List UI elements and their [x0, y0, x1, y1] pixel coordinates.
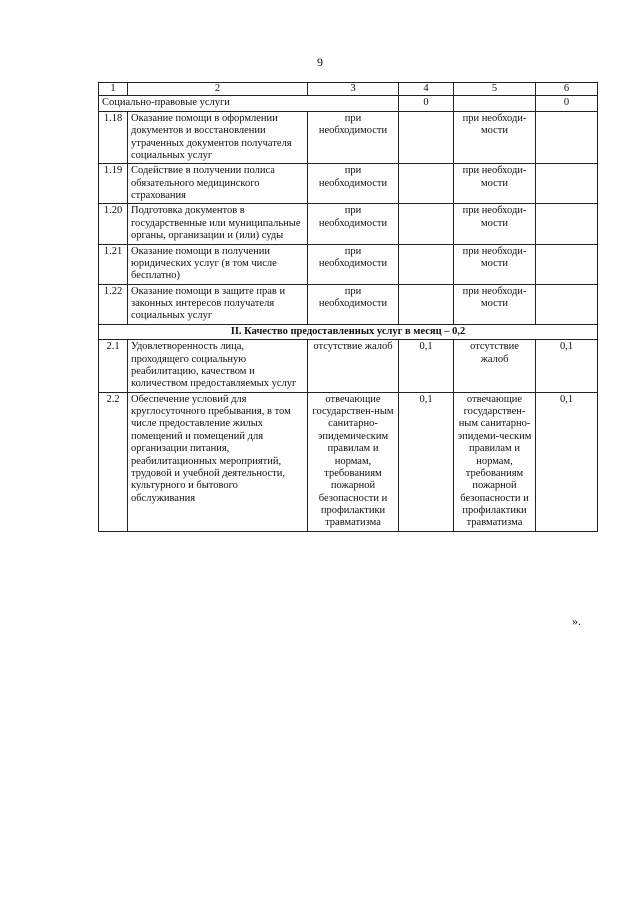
group-col6-value: 0	[536, 96, 598, 111]
row-col4	[399, 244, 454, 284]
row-col5: при необходи-мости	[454, 204, 536, 244]
row-col3: отсутствие жалоб	[308, 340, 399, 393]
row-number: 1.22	[99, 284, 128, 324]
row-service-name: Обеспечение условий для круглосуточного пребывания, в том числе предоставление жилых помещений и помещений для организации питания, реабилитационных мероприятий, трудовой и учебной деятельности, культурного и бытового обслуживания	[128, 392, 308, 531]
header-cell-2: 2	[128, 83, 308, 96]
row-number: 1.20	[99, 204, 128, 244]
row-col5: отвечающие государствен-ным санитарно-эпидеми-ческим правилам и нормам, требованиям пожарной безопасности и профилактики травматизма	[454, 392, 536, 531]
row-service-name: Оказание помощи в оформлении документов и восстановлении утраченных документов получателя социальных услуг	[128, 111, 308, 164]
row-col5: при необходи-мости	[454, 284, 536, 324]
row-number: 1.18	[99, 111, 128, 164]
table-row	[99, 111, 598, 164]
header-cell-5: 5	[454, 83, 536, 96]
row-col4	[399, 284, 454, 324]
row-col6: 0,1	[536, 340, 598, 393]
table-row	[99, 340, 598, 393]
header-cell-1: 1	[99, 83, 128, 96]
row-col4: 0,1	[399, 340, 454, 393]
row-col3: при необходимости	[308, 284, 399, 324]
table-row	[99, 392, 598, 531]
table-header-row	[99, 83, 598, 96]
group-col5-empty	[454, 96, 536, 111]
header-cell-4: 4	[399, 83, 454, 96]
row-col3: при необходимости	[308, 164, 399, 204]
row-service-name: Оказание помощи в получении юридических услуг (в том числе бесплатно)	[128, 244, 308, 284]
row-col4	[399, 111, 454, 164]
row-col5: при необходи-мости	[454, 164, 536, 204]
services-table	[98, 82, 598, 532]
row-col4: 0,1	[399, 392, 454, 531]
header-cell-3: 3	[308, 83, 399, 96]
row-service-name: Содействие в получении полиса обязательного медицинского страхования	[128, 164, 308, 204]
row-col4	[399, 164, 454, 204]
header-cell-6: 6	[536, 83, 598, 96]
row-col5: отсутствие жалоб	[454, 340, 536, 393]
row-col4	[399, 204, 454, 244]
row-col6	[536, 164, 598, 204]
row-service-name: Подготовка документов в государственные или муниципальные органы, организации и (или) суды	[128, 204, 308, 244]
row-col5: при необходи-мости	[454, 244, 536, 284]
group-col4-value: 0	[399, 96, 454, 111]
row-service-name: Оказание помощи в защите прав и законных интересов получателя социальных услуг	[128, 284, 308, 324]
row-number: 1.21	[99, 244, 128, 284]
row-col5: при необходи-мости	[454, 111, 536, 164]
section-row-quality	[99, 324, 598, 339]
section-title: II. Качество предоставленных услуг в месяц – 0,2	[99, 324, 598, 339]
row-col6	[536, 111, 598, 164]
page-number: 9	[317, 55, 323, 69]
row-col3: при необходимости	[308, 244, 399, 284]
row-number: 1.19	[99, 164, 128, 204]
group-row-social-legal	[99, 96, 598, 111]
table-row	[99, 284, 598, 324]
group-label: Социально-правовые услуги	[99, 96, 399, 111]
row-number: 2.1	[99, 340, 128, 393]
table-row	[99, 164, 598, 204]
row-col3: отвечающие государствен-ным санитарно-эпидемическим правилам и нормам, требованиям пожарной безопасности и профилактики травматизма	[308, 392, 399, 531]
row-col6: 0,1	[536, 392, 598, 531]
closing-quote: ».	[572, 614, 581, 628]
row-col6	[536, 244, 598, 284]
row-col3: при необходимости	[308, 111, 399, 164]
row-col6	[536, 284, 598, 324]
row-col6	[536, 204, 598, 244]
table-row	[99, 244, 598, 284]
row-service-name: Удовлетворенность лица, проходящего социальную реабилитацию, качеством и количеством предоставляемых услуг	[128, 340, 308, 393]
row-col3: при необходимости	[308, 204, 399, 244]
row-number: 2.2	[99, 392, 128, 531]
table-row	[99, 204, 598, 244]
